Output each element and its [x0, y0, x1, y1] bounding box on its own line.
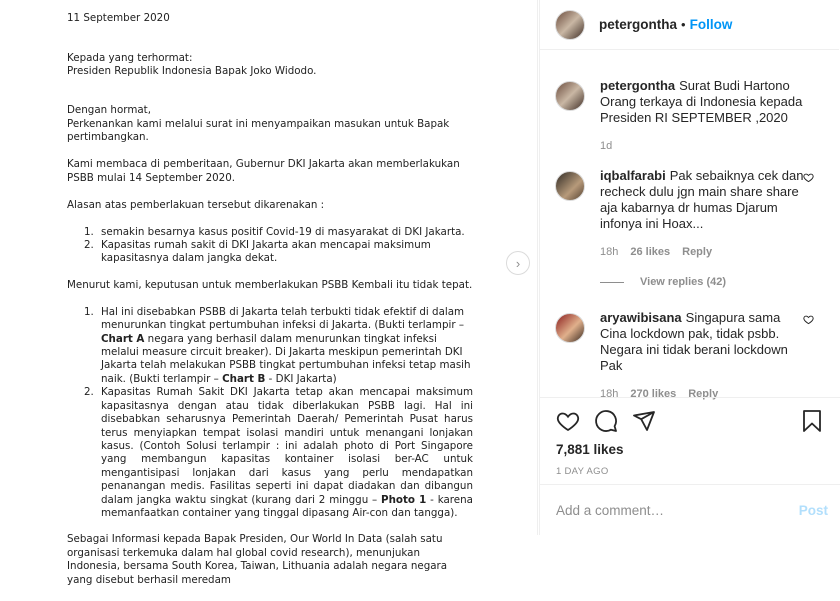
comment-likes[interactable]: 26 likes	[630, 246, 671, 258]
follow-button[interactable]: Follow	[689, 17, 733, 32]
avatar[interactable]	[555, 10, 585, 40]
view-replies-label: View replies (42)	[640, 276, 727, 288]
avatar[interactable]	[555, 171, 585, 201]
comment-bubble-icon[interactable]	[594, 409, 618, 433]
comment-item	[540, 310, 840, 402]
share-paper-plane-icon[interactable]	[632, 409, 656, 433]
add-comment-bar	[540, 484, 840, 535]
comment-input[interactable]	[556, 503, 799, 518]
separator-dot: •	[681, 17, 686, 32]
post-header	[540, 0, 839, 50]
next-image-button[interactable]	[506, 251, 530, 275]
comment-username[interactable]: iqbalfarabi	[600, 168, 666, 183]
comment-time[interactable]: 18h	[600, 246, 619, 258]
view-replies-button[interactable]	[600, 276, 840, 288]
letter-recipient-line1: Kepada yang terhormat:	[67, 52, 193, 64]
comment-likes[interactable]: 270 likes	[630, 388, 677, 400]
likes-count[interactable]: 7,881 likes	[556, 442, 624, 457]
post-timestamp[interactable]: 1 DAY AGO	[556, 466, 609, 477]
letter-salutation: Dengan hormat,	[67, 104, 151, 117]
reasons-list	[67, 226, 473, 266]
comment-time[interactable]: 18h	[600, 388, 619, 400]
list-item: 1. semakin besarnya kasus positif Covid-19 di masyarakat di DKI Jakarta.	[84, 225, 465, 238]
bookmark-icon[interactable]	[800, 409, 824, 433]
list-item: 1. Hal ini disebabkan PSBB di Jakarta telah terbukti tidak efektif di dalam menurunkan tingkat pertumbuhan infeksi di Jakarta. (Bukti terlampir – Chart A negara yang berhasil dalam menurunkan tingkat infeksi melalui measure circuit breaker). Di Jakarta meskipun pemerintah DKI Jakarta telah melakukan PSBB tingkat pertumbuhan infeksi tetap masih naik. (Bukti terlampir – Chart B - DKI Jakarta)	[84, 305, 471, 385]
comment-item	[540, 168, 840, 260]
reply-button[interactable]: Reply	[688, 388, 719, 400]
letter-intro: Perkenankan kami melalui surat ini menyampaikan masukan untuk Bapak pertimbangkan.	[67, 117, 450, 144]
chevron-right-icon: ›	[515, 255, 521, 271]
caption-text: Surat Budi Hartono Orang terkaya di Indonesia kepada Presiden RI SEPTEMBER ,2020	[600, 78, 803, 125]
caption-time[interactable]: 1d	[600, 140, 613, 152]
letter-recipient-line2: Presiden Republik Indonesia Bapak Joko Widodo.	[67, 65, 317, 78]
comment-text: Singapura sama Cina lockdown pak, tidak psbb. Negara ini tidak berani lockdown Pak	[600, 310, 788, 373]
letter-date: 11 September 2020	[67, 12, 170, 24]
comments-list[interactable]	[540, 62, 840, 400]
caption	[540, 78, 840, 154]
list-item: 2. Kapasitas rumah sakit di DKI Jakarta akan mencapai maksimum kapasitasnya dalam jangka dekat.	[84, 239, 431, 265]
list-item: 2. Kapasitas Rumah Sakit DKI Jakarta tetap akan mencapai maksimum kapasitasnya dengan atau tidak diberlakukan PSBB lagi. Hal ini disebabkan seharusnya Pemerintah Daerah/ Pemerintah Pusat harus terus menyiapkan tempat isolasi mandiri untuk menangani lonjakan kasus. (Contoh Solusi terlampir : ini adalah photo di Port Singapore yang membangun kapasitas kontainer isolasi ber-AC untuk mengantisipasi lonjakan dari kasus yang perlu mendapatkan penanangan medis. Fasilitas seperti ini dapat diadakan dan dibangun dalam jangka waktu singkat (kurang dari 2 minggu – Photo 1 - karena memanfaatkan container yang tinggal dipasang Air-con dan tangga).	[84, 386, 473, 519]
points-list	[67, 306, 473, 521]
like-heart-icon[interactable]	[556, 409, 580, 433]
divider	[600, 282, 624, 283]
letter-para3: Menurut kami, keputusan untuk memberlakukan PSBB Kembali itu tidak tepat.	[67, 278, 473, 291]
avatar[interactable]	[555, 313, 585, 343]
action-bar	[540, 398, 840, 444]
post-sidebar	[539, 0, 839, 535]
comment-username[interactable]: aryawibisana	[600, 310, 682, 325]
heart-icon[interactable]	[803, 172, 814, 186]
letter-para2: Alasan atas pemberlakuan tersebut dikarenakan :	[67, 198, 325, 211]
post-button[interactable]: Post	[798, 502, 828, 518]
caption-username[interactable]: petergontha	[600, 78, 676, 93]
caption-meta	[600, 138, 820, 154]
heart-icon[interactable]	[803, 314, 814, 328]
comment-text: Pak sebaiknya cek dan recheck dulu jgn main share share aja kabarnya dr humas Djarum infonya ini Hoax...	[600, 168, 804, 231]
post-actions-section	[540, 397, 840, 477]
letter-document	[67, 12, 473, 601]
reply-button[interactable]: Reply	[682, 246, 713, 258]
comment-meta	[600, 244, 805, 260]
header-username[interactable]: petergontha	[599, 17, 678, 32]
avatar[interactable]	[555, 81, 585, 111]
letter-para4: Sebagai Informasi kepada Bapak Presiden, Our World In Data (salah satu organisasi terkemuka dalam hal global covid research), menunjukan Indonesia, bersama South Korea, Taiwan, Lithuania adalah negara negara yang disebut berhasil meredam	[67, 533, 448, 586]
letter-para1: Kami membaca di pemberitaan, Gubernur DKI Jakarta akan memberlakukan PSBB mulai 14 September 2020.	[67, 158, 460, 184]
